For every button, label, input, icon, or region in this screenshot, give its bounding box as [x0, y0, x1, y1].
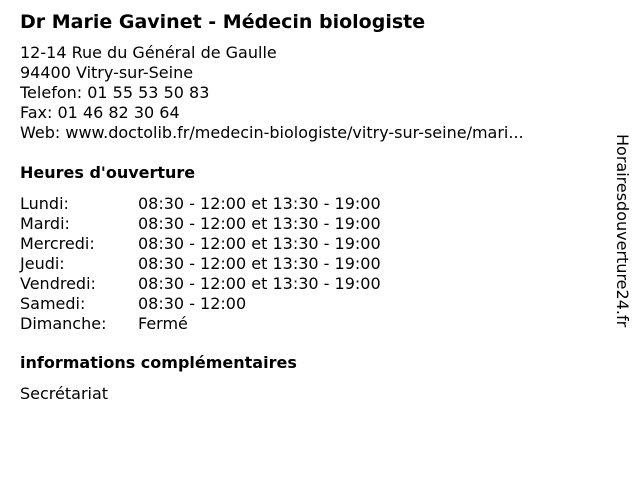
time-range: 08:30 - 12:00 et 13:30 - 19:00	[138, 234, 381, 253]
day-label: Dimanche:	[20, 314, 107, 333]
website-link[interactable]: Web: www.doctolib.fr/medecin-biologiste/vitry-sur-seine/mari...	[20, 123, 524, 142]
day-label: Jeudi:	[20, 254, 65, 273]
day-label: Lundi:	[20, 194, 69, 213]
day-label: Samedi:	[20, 294, 86, 313]
day-label: Vendredi:	[20, 274, 96, 293]
phone-number: Telefon: 01 55 53 50 83	[20, 83, 210, 102]
page-title: Dr Marie Gavinet - Médecin biologiste	[20, 11, 426, 33]
time-range: 08:30 - 12:00 et 13:30 - 19:00	[138, 214, 381, 233]
site-watermark: Horairesdouverture24.fr	[613, 134, 632, 328]
city-postal-code: 94400 Vitry-sur-Seine	[20, 63, 194, 82]
opening-hours-heading: Heures d'ouverture	[20, 163, 196, 182]
contact-details	[20, 43, 524, 143]
additional-info-text: Secrétariat	[20, 384, 109, 403]
street-address: 12-14 Rue du Général de Gaulle	[20, 43, 277, 62]
additional-info-heading: informations complémentaires	[20, 353, 297, 372]
time-range: 08:30 - 12:00 et 13:30 - 19:00	[138, 194, 381, 213]
time-range: Fermé	[138, 314, 188, 333]
day-label: Mercredi:	[20, 234, 95, 253]
fax-number: Fax: 01 46 82 30 64	[20, 103, 180, 122]
time-range: 08:30 - 12:00 et 13:30 - 19:00	[138, 254, 381, 273]
time-range: 08:30 - 12:00	[138, 294, 247, 313]
time-range: 08:30 - 12:00 et 13:30 - 19:00	[138, 274, 381, 293]
day-label: Mardi:	[20, 214, 70, 233]
